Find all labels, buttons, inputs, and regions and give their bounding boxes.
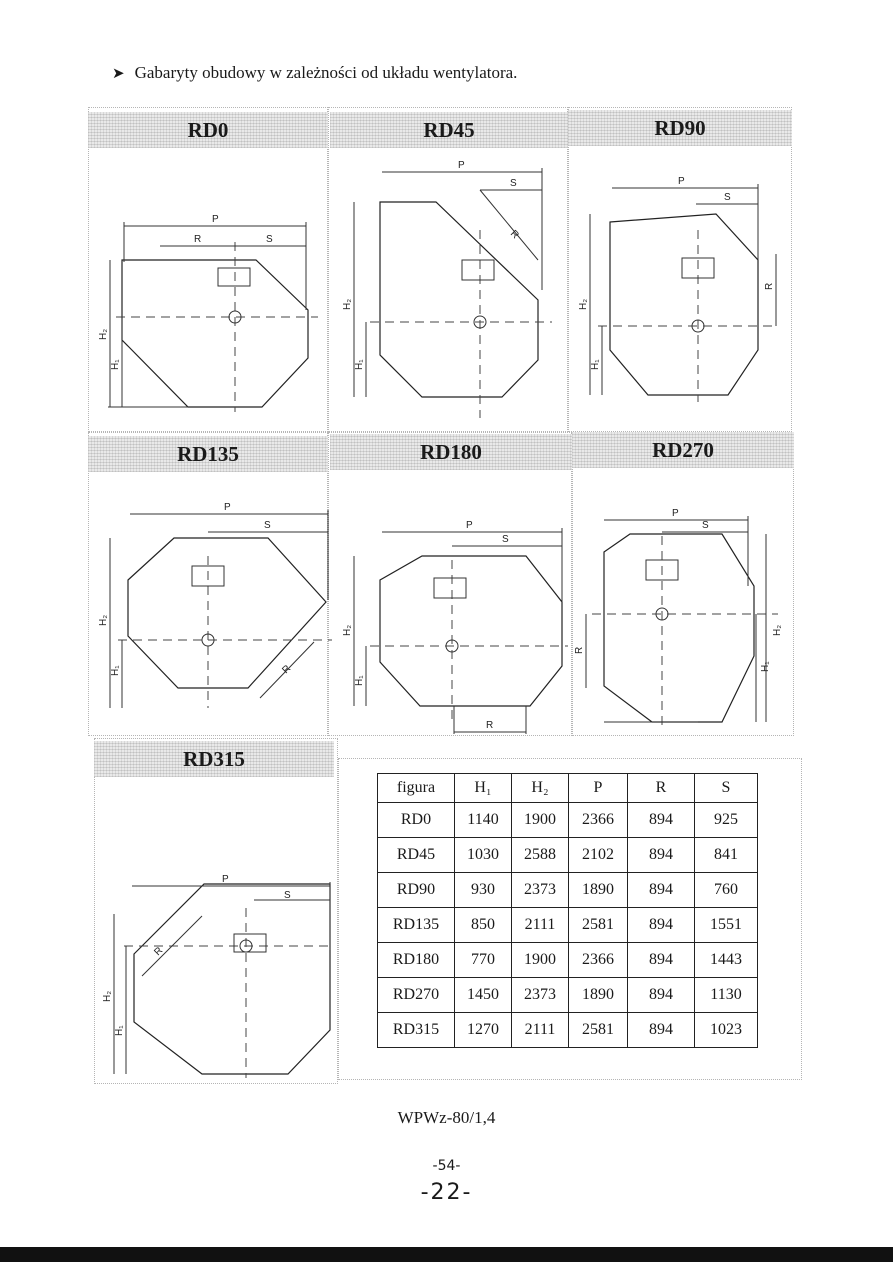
table-header-cell: S: [695, 774, 758, 803]
table-header-cell: figura: [378, 774, 455, 803]
table-cell: RD135: [378, 908, 455, 943]
table-cell: RD45: [378, 838, 455, 873]
table-cell: 1443: [695, 943, 758, 978]
table-cell: RD270: [378, 978, 455, 1013]
dim-label-h2: H₂: [98, 328, 109, 340]
dim-label-h1: H₁: [760, 661, 771, 672]
table-header-cell: R: [628, 774, 695, 803]
diagram-rd315: [94, 780, 338, 1080]
table-header-cell: H₁: [455, 774, 512, 803]
table-row: [378, 978, 758, 1013]
table-cell: 894: [628, 908, 695, 943]
table-header-cell: P: [569, 774, 628, 803]
dim-label-r: R: [507, 228, 521, 242]
dim-label-h1: H₁: [354, 675, 365, 686]
dim-label-p: P: [212, 214, 219, 225]
arrow-bullet-icon: ➤: [112, 65, 125, 82]
handwritten-page-number: -22-: [420, 1180, 473, 1205]
table-cell: 930: [455, 873, 512, 908]
diagram-rd180: [330, 476, 572, 732]
diagram-title-rd90: RD90: [568, 110, 792, 146]
dim-label-p: P: [458, 160, 465, 171]
table-cell: 1551: [695, 908, 758, 943]
dim-label-r: R: [574, 646, 585, 654]
diagram-rd0: [88, 150, 328, 430]
dim-label-s: S: [266, 234, 273, 245]
table-cell: 1270: [455, 1013, 512, 1048]
dim-label-p: P: [672, 508, 679, 519]
table-cell: 1030: [455, 838, 512, 873]
dim-label-h2: H₂: [98, 614, 109, 626]
dim-label-h2: H₂: [102, 990, 113, 1002]
diagram-title-rd270: RD270: [572, 432, 794, 468]
table-cell: 894: [628, 1013, 695, 1048]
dim-label-s: S: [264, 520, 271, 531]
diagram-rd90: [568, 150, 792, 430]
table-cell: 770: [455, 943, 512, 978]
table-cell: 1130: [695, 978, 758, 1013]
document-code: WPWz-80/1,4: [397, 1108, 496, 1127]
dim-label-p: P: [222, 874, 229, 885]
diagram-title-rd45: RD45: [330, 112, 568, 148]
table-cell: 2373: [512, 873, 569, 908]
table-cell: 1140: [455, 803, 512, 838]
table-cell: 2581: [569, 1013, 628, 1048]
diagram-title-rd135: RD135: [88, 436, 328, 472]
dim-label-p: P: [224, 502, 231, 513]
table-cell: RD180: [378, 943, 455, 978]
dim-label-s: S: [502, 534, 509, 545]
table-cell: RD90: [378, 873, 455, 908]
table-cell: 2111: [512, 908, 569, 943]
dim-label-h2: H₂: [342, 298, 353, 310]
diagram-rd270: [572, 476, 794, 732]
dim-label-r: R: [152, 945, 166, 959]
dim-label-p: P: [466, 520, 473, 531]
dimensions-table: [377, 773, 758, 1048]
section-heading: [112, 63, 517, 83]
table-cell: 894: [628, 838, 695, 873]
table-row: [378, 908, 758, 943]
table-header-row: [378, 774, 758, 803]
dim-label-r: R: [194, 234, 202, 245]
table-cell: 2366: [569, 803, 628, 838]
table-cell: 760: [695, 873, 758, 908]
dim-label-s: S: [724, 192, 731, 203]
table-cell: 2581: [569, 908, 628, 943]
table-cell: 2588: [512, 838, 569, 873]
dim-label-h2: H₂: [578, 298, 589, 310]
table-cell: 894: [628, 978, 695, 1013]
table-cell: 2102: [569, 838, 628, 873]
scan-edge: [0, 1247, 893, 1262]
table-cell: 1900: [512, 943, 569, 978]
table-cell: 894: [628, 873, 695, 908]
diagram-rd45: [330, 150, 568, 430]
table-cell: 1023: [695, 1013, 758, 1048]
table-cell: RD0: [378, 803, 455, 838]
diagram-rd135: [88, 476, 328, 732]
table-cell: 894: [628, 943, 695, 978]
dim-label-p: P: [678, 176, 685, 187]
dim-label-h2: H₂: [342, 624, 353, 636]
table-cell: 2373: [512, 978, 569, 1013]
table-cell: 850: [455, 908, 512, 943]
table-cell: 1890: [569, 978, 628, 1013]
table-row: [378, 943, 758, 978]
table-header-cell: H₂: [512, 774, 569, 803]
table-cell: 894: [628, 803, 695, 838]
dim-label-r: R: [764, 282, 775, 290]
dim-label-h1: H₁: [590, 359, 601, 370]
dim-label-s: S: [284, 890, 291, 901]
diagram-title-rd315: RD315: [94, 741, 334, 777]
table-cell: 841: [695, 838, 758, 873]
dim-label-s: S: [510, 178, 517, 189]
table-cell: 2111: [512, 1013, 569, 1048]
table-cell: 1450: [455, 978, 512, 1013]
diagram-title-rd180: RD180: [330, 434, 572, 470]
diagram-title-rd0: RD0: [88, 112, 328, 148]
dim-label-r: R: [486, 720, 494, 731]
dim-label-s: S: [702, 520, 709, 531]
table-row: [378, 873, 758, 908]
dim-label-h1: H₁: [114, 1025, 125, 1036]
table-cell: RD315: [378, 1013, 455, 1048]
table-cell: 1890: [569, 873, 628, 908]
table-cell: 925: [695, 803, 758, 838]
handwritten-page-number-small: -54-: [432, 1158, 461, 1174]
table-row: [378, 1013, 758, 1048]
dim-label-h1: H₁: [354, 359, 365, 370]
dim-label-h1: H₁: [110, 665, 121, 676]
heading-text: Gabaryty obudowy w zależności od układu wentylatora.: [134, 63, 518, 82]
table-cell: 1900: [512, 803, 569, 838]
dim-label-h1: H₁: [110, 359, 121, 370]
dim-label-h2: H₂: [772, 624, 783, 636]
table-row: [378, 838, 758, 873]
table-row: [378, 803, 758, 838]
dim-label-r: R: [280, 663, 294, 677]
table-cell: 2366: [569, 943, 628, 978]
